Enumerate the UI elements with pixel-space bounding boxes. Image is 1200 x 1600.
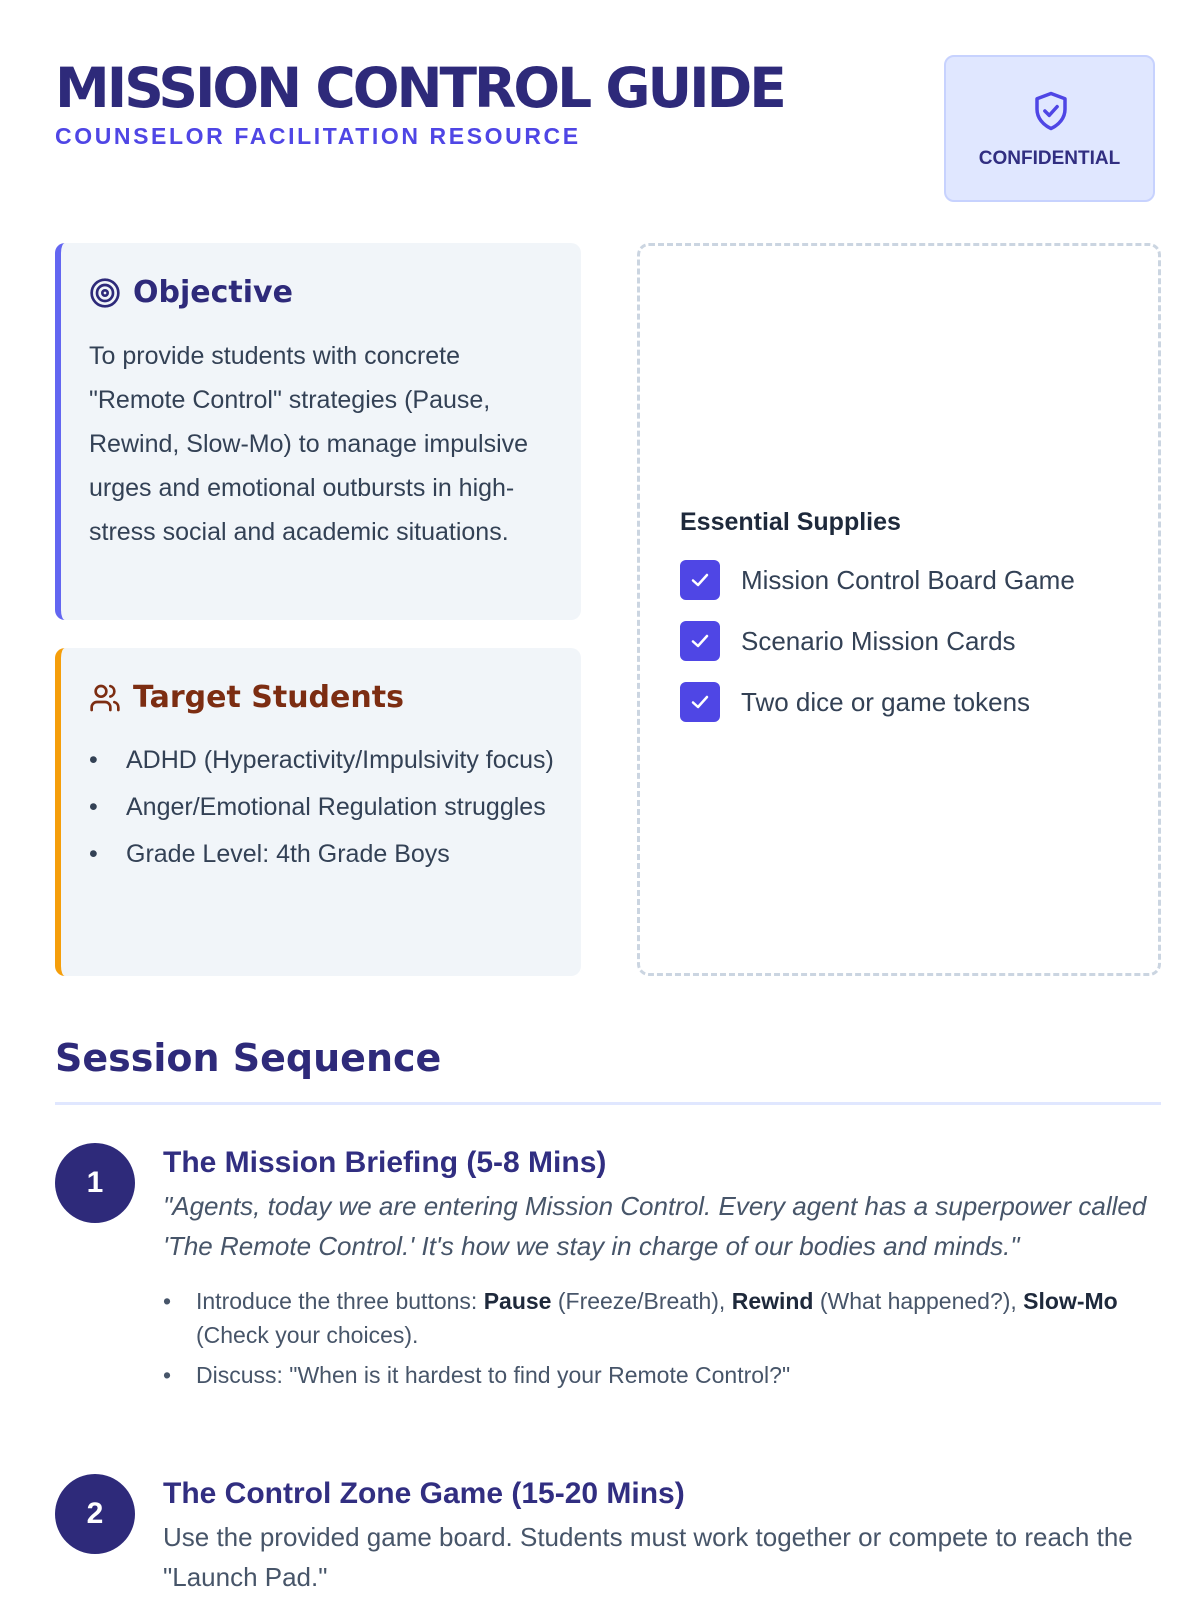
list-item: • Discuss: "When is it hardest to find your Remote Control?" — [163, 1362, 791, 1388]
step-description: Use the provided game board. Students must work together or compete to reach the "Launch Pad." — [163, 1522, 1133, 1592]
list-item: • ADHD (Hyperactivity/Impulsivity focus) — [89, 746, 554, 774]
supply-label: Mission Control Board Game — [741, 564, 1075, 595]
supply-label: Scenario Mission Cards — [741, 625, 1016, 656]
step-title: The Mission Briefing (5-8 Mins) — [163, 1146, 607, 1179]
checkbox-checked-icon[interactable] — [680, 560, 720, 600]
target-list — [89, 740, 559, 881]
list-item: • Introduce the three buttons: Pause (Freeze/Breath), Rewind (What happened?), Slow-Mo (Check your choices). — [163, 1288, 1118, 1348]
target-students-card — [55, 648, 581, 976]
confidential-badge — [944, 55, 1155, 202]
page-header — [55, 55, 1155, 205]
target-title: Target Students — [133, 680, 404, 715]
objective-text: To provide students with concrete "Remote Control" strategies (Pause, Rewind, Slow-Mo) to manage impulsive urges and emotional outbursts in high-stress social and academic situations. — [89, 342, 529, 546]
shield-check-icon — [1030, 87, 1072, 135]
supplies-panel — [637, 243, 1161, 976]
session-sequence-title: Session Sequence — [55, 1036, 442, 1080]
section-divider — [55, 1102, 1161, 1105]
page-title: MISSION CONTROL GUIDE — [55, 56, 784, 120]
target-icon — [89, 277, 121, 309]
step-title: The Control Zone Game (15-20 Mins) — [163, 1477, 685, 1510]
step-content — [163, 1143, 1161, 1398]
step-quote: "Agents, today we are entering Mission Control. Every agent has a superpower called 'The Remote Control.' It's how we stay in charge of our bodies and minds." — [163, 1191, 1147, 1261]
objective-card — [55, 243, 581, 620]
step-number: 2 — [55, 1474, 135, 1554]
objective-heading — [89, 275, 293, 310]
supply-item — [680, 621, 1075, 661]
page-subtitle: COUNSELOR FACILITATION RESOURCE — [55, 123, 581, 149]
supplies-list — [680, 560, 1075, 743]
users-icon — [89, 682, 121, 714]
supply-item — [680, 682, 1075, 722]
step-content — [163, 1474, 1161, 1597]
supplies-title: Essential Supplies — [680, 508, 901, 536]
badge-label: CONFIDENTIAL — [978, 148, 1121, 169]
step-list — [163, 1284, 1161, 1392]
step-number: 1 — [55, 1143, 135, 1223]
checkbox-checked-icon[interactable] — [680, 682, 720, 722]
supply-label: Two dice or game tokens — [741, 686, 1031, 717]
list-item: • Grade Level: 4th Grade Boys — [89, 840, 450, 868]
target-heading — [89, 680, 404, 715]
checkbox-checked-icon[interactable] — [680, 621, 720, 661]
supply-item — [680, 560, 1075, 600]
objective-title: Objective — [133, 275, 293, 310]
list-item: • Anger/Emotional Regulation struggles — [89, 793, 546, 821]
